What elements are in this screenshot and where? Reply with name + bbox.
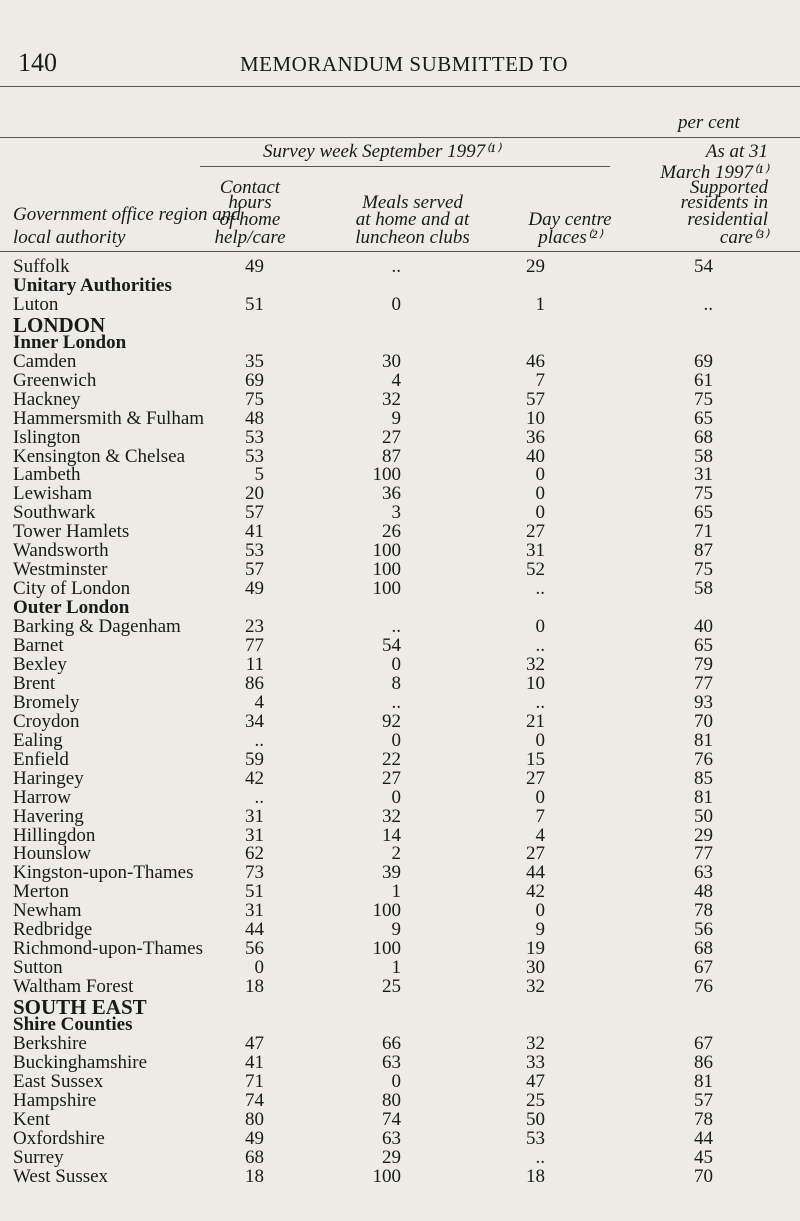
authority-name: Redbridge bbox=[13, 919, 93, 941]
day-centre-value: 18 bbox=[526, 1165, 545, 1187]
day-centre-value: 0 bbox=[535, 786, 545, 808]
survey-week-underline bbox=[200, 166, 610, 167]
contact-hours-value: 41 bbox=[245, 1051, 264, 1073]
contact-hours-value: 86 bbox=[245, 672, 264, 694]
meals-served-value: 25 bbox=[382, 976, 401, 998]
residential-care-value: 69 bbox=[694, 350, 713, 372]
authority-name: Hounslow bbox=[13, 843, 92, 865]
contact-hours-value: 56 bbox=[245, 938, 264, 960]
meals-served-value: 3 bbox=[391, 502, 401, 524]
meals-heading-3: luncheon clubs bbox=[355, 227, 470, 248]
day-centre-value: 47 bbox=[526, 1070, 545, 1092]
authority-name: City of London bbox=[13, 578, 131, 600]
authority-name: Southwark bbox=[13, 502, 96, 524]
residential-care-value: 48 bbox=[694, 881, 713, 903]
meals-served-value: .. bbox=[391, 256, 401, 277]
authority-name: West Sussex bbox=[13, 1165, 109, 1187]
meals-served-value: 0 bbox=[391, 1070, 401, 1092]
residential-care-value: 67 bbox=[694, 957, 713, 979]
contact-hours-value: 35 bbox=[245, 350, 264, 372]
day-centre-value: 32 bbox=[526, 1032, 545, 1054]
residential-care-value: 78 bbox=[694, 1108, 713, 1130]
day-centre-value: 10 bbox=[526, 407, 545, 429]
page-number: 140 bbox=[18, 48, 57, 77]
residential-care-value: 50 bbox=[694, 805, 713, 827]
residential-care-value: 65 bbox=[694, 502, 713, 524]
day-centre-value: 9 bbox=[535, 919, 545, 941]
authority-name: Lambeth bbox=[13, 464, 81, 486]
day-centre-value: 0 bbox=[535, 729, 545, 751]
survey-week-heading: Survey week September 1997⁽¹⁾ bbox=[263, 141, 501, 162]
contact-hours-value: 49 bbox=[245, 578, 264, 600]
day-centre-value: 19 bbox=[526, 938, 545, 960]
contact-hours-value: 77 bbox=[245, 635, 264, 656]
day-centre-value: 25 bbox=[526, 1089, 545, 1111]
day-centre-value: 52 bbox=[526, 559, 545, 581]
residential-care-value: 65 bbox=[694, 635, 713, 656]
authority-name: Barking & Dagenham bbox=[13, 616, 181, 638]
authority-name: Tower Hamlets bbox=[13, 521, 130, 543]
contact-hours-value: 41 bbox=[245, 521, 264, 543]
unit-label: per cent bbox=[678, 112, 740, 133]
authority-name: Kent bbox=[13, 1108, 50, 1130]
authority-name: Camden bbox=[13, 350, 77, 372]
section-heading: Inner London bbox=[13, 331, 127, 353]
meals-served-value: 0 bbox=[391, 653, 401, 675]
residential-care-value: 87 bbox=[694, 540, 713, 562]
residential-care-value: 45 bbox=[694, 1146, 713, 1168]
day-centre-value: .. bbox=[535, 635, 545, 656]
residential-care-value: 54 bbox=[694, 256, 713, 277]
contact-hours-value: 59 bbox=[245, 748, 264, 770]
day-centre-value: 40 bbox=[526, 445, 545, 467]
residential-care-value: 78 bbox=[694, 900, 713, 922]
day-centre-value: .. bbox=[535, 691, 545, 713]
authority-name: Sutton bbox=[13, 957, 63, 979]
label-heading-2: local authority bbox=[13, 227, 126, 248]
contact-hours-value: 20 bbox=[245, 483, 264, 505]
section-heading: LONDON bbox=[13, 312, 106, 337]
residential-care-value: 31 bbox=[694, 464, 713, 486]
contact-hours-value: 53 bbox=[245, 540, 264, 562]
daycentre-heading-2: places⁽²⁾ bbox=[538, 227, 602, 248]
table-row bbox=[0, 1166, 800, 1191]
authority-name: Brent bbox=[13, 672, 56, 694]
day-centre-value: 29 bbox=[526, 256, 545, 277]
residential-care-value: 68 bbox=[694, 938, 713, 960]
meals-served-value: 100 bbox=[372, 1165, 401, 1187]
authority-name: Luton bbox=[13, 293, 59, 315]
meals-served-value: 80 bbox=[382, 1089, 401, 1111]
meals-served-value: 4 bbox=[391, 369, 401, 391]
contact-hours-value: 68 bbox=[245, 1146, 264, 1168]
contact-hours-value: 80 bbox=[245, 1108, 264, 1130]
contact-hours-value: 69 bbox=[245, 369, 264, 391]
authority-name: Richmond-upon-Thames bbox=[13, 938, 203, 960]
contact-heading-2: hours bbox=[228, 192, 272, 213]
authority-name: Hampshire bbox=[13, 1089, 97, 1111]
residential-care-value: 40 bbox=[694, 616, 713, 638]
residential-care-value: 75 bbox=[694, 388, 713, 410]
authority-name: Hackney bbox=[13, 388, 81, 410]
day-centre-value: 4 bbox=[535, 824, 545, 846]
residential-care-value: 65 bbox=[694, 407, 713, 429]
meals-served-value: 32 bbox=[382, 805, 401, 827]
contact-hours-value: 34 bbox=[245, 710, 264, 732]
authority-name: Waltham Forest bbox=[13, 976, 134, 998]
residential-care-value: 93 bbox=[694, 691, 713, 713]
residential-care-value: 77 bbox=[694, 843, 713, 865]
day-centre-value: 21 bbox=[526, 710, 545, 732]
day-centre-value: 30 bbox=[526, 957, 545, 979]
contact-hours-value: 31 bbox=[245, 824, 264, 846]
day-centre-value: 31 bbox=[526, 540, 545, 562]
authority-name: Haringey bbox=[13, 767, 84, 789]
day-centre-value: 10 bbox=[526, 672, 545, 694]
meals-served-value: 100 bbox=[372, 938, 401, 960]
meals-served-value: 66 bbox=[382, 1032, 401, 1054]
contact-hours-value: 0 bbox=[254, 957, 264, 979]
meals-served-value: 100 bbox=[372, 578, 401, 600]
meals-served-value: 8 bbox=[391, 672, 401, 694]
residential-care-value: 70 bbox=[694, 710, 713, 732]
authority-name: Wandsworth bbox=[13, 540, 109, 562]
day-centre-value: 33 bbox=[526, 1051, 545, 1073]
meals-served-value: .. bbox=[391, 691, 401, 713]
residential-care-value: 79 bbox=[694, 653, 713, 675]
meals-served-value: 27 bbox=[382, 767, 401, 789]
day-centre-value: 36 bbox=[526, 426, 545, 448]
meals-served-value: 0 bbox=[391, 786, 401, 808]
day-centre-value: 15 bbox=[526, 748, 545, 770]
day-centre-value: 46 bbox=[526, 350, 545, 372]
residential-care-value: 63 bbox=[694, 862, 713, 884]
section-heading: Outer London bbox=[13, 597, 130, 619]
contact-hours-value: 31 bbox=[245, 805, 264, 827]
header-rule bbox=[0, 137, 800, 138]
residential-care-value: 81 bbox=[694, 1070, 713, 1092]
meals-served-value: 100 bbox=[372, 900, 401, 922]
day-centre-value: 27 bbox=[526, 521, 545, 543]
as-at-heading-1: As at 31 bbox=[705, 141, 768, 162]
meals-served-value: 100 bbox=[372, 540, 401, 562]
daycentre-heading-1: Day centre bbox=[528, 209, 612, 230]
contact-hours-value: 71 bbox=[245, 1070, 264, 1092]
meals-served-value: 87 bbox=[382, 445, 401, 467]
day-centre-value: .. bbox=[535, 1146, 545, 1168]
meals-served-value: 63 bbox=[382, 1127, 401, 1149]
authority-name: Havering bbox=[13, 805, 84, 827]
residential-care-value: 57 bbox=[694, 1089, 713, 1111]
authority-name: Berkshire bbox=[13, 1032, 87, 1054]
day-centre-value: 42 bbox=[526, 881, 545, 903]
day-centre-value: 0 bbox=[535, 616, 545, 638]
residential-care-value: 67 bbox=[694, 1032, 713, 1054]
authority-name: Hammersmith & Fulham bbox=[13, 407, 205, 429]
authority-name: Barnet bbox=[13, 635, 64, 656]
residential-care-value: 75 bbox=[694, 559, 713, 581]
meals-served-value: 26 bbox=[382, 521, 401, 543]
meals-served-value: 92 bbox=[382, 710, 401, 732]
authority-name: Buckinghamshire bbox=[13, 1051, 148, 1073]
day-centre-value: 0 bbox=[535, 464, 545, 486]
residential-care-value: 81 bbox=[694, 786, 713, 808]
meals-served-value: 1 bbox=[391, 957, 401, 979]
residential-care-value: 76 bbox=[694, 748, 713, 770]
day-centre-value: .. bbox=[535, 578, 545, 600]
contact-hours-value: 53 bbox=[245, 445, 264, 467]
as-at-heading-2: March 1997⁽¹⁾ bbox=[660, 162, 768, 183]
residential-heading-2: residents in bbox=[680, 192, 768, 213]
meals-served-value: 0 bbox=[391, 729, 401, 751]
contact-hours-value: 62 bbox=[245, 843, 264, 865]
day-centre-value: 7 bbox=[535, 369, 545, 391]
residential-care-value: 58 bbox=[694, 578, 713, 600]
contact-hours-value: 5 bbox=[254, 464, 264, 486]
contact-hours-value: 53 bbox=[245, 426, 264, 448]
day-centre-value: 32 bbox=[526, 976, 545, 998]
day-centre-value: 32 bbox=[526, 653, 545, 675]
contact-hours-value: 48 bbox=[245, 407, 264, 429]
residential-care-value: 70 bbox=[694, 1165, 713, 1187]
meals-served-value: 100 bbox=[372, 559, 401, 581]
meals-served-value: 2 bbox=[391, 843, 401, 865]
meals-served-value: 0 bbox=[391, 293, 401, 315]
residential-care-value: 61 bbox=[694, 369, 713, 391]
meals-heading-1: Meals served bbox=[362, 192, 463, 213]
contact-hours-value: 18 bbox=[245, 1165, 264, 1187]
residential-care-value: .. bbox=[703, 293, 713, 315]
authority-name: Enfield bbox=[13, 748, 69, 770]
day-centre-value: 7 bbox=[535, 805, 545, 827]
contact-hours-value: 49 bbox=[245, 1127, 264, 1149]
authority-name: Hillingdon bbox=[13, 824, 96, 846]
meals-served-value: 1 bbox=[391, 881, 401, 903]
contact-heading-3: of home bbox=[219, 209, 281, 230]
day-centre-value: 27 bbox=[526, 767, 545, 789]
contact-hours-value: 31 bbox=[245, 900, 264, 922]
top-rule bbox=[0, 86, 800, 87]
contact-hours-value: 44 bbox=[245, 919, 264, 941]
residential-care-value: 71 bbox=[694, 521, 713, 543]
contact-hours-value: 4 bbox=[254, 691, 264, 713]
authority-name: Bromely bbox=[13, 691, 80, 713]
authority-name: Newham bbox=[13, 900, 82, 922]
contact-hours-value: .. bbox=[254, 786, 264, 808]
contact-hours-value: 23 bbox=[245, 616, 264, 638]
meals-served-value: 30 bbox=[382, 350, 401, 372]
authority-name: Ealing bbox=[13, 729, 63, 751]
contact-hours-value: 51 bbox=[245, 293, 264, 315]
authority-name: Oxfordshire bbox=[13, 1127, 105, 1149]
authority-name: Surrey bbox=[13, 1146, 64, 1168]
contact-hours-value: 47 bbox=[245, 1032, 264, 1054]
section-heading: SOUTH EAST bbox=[13, 995, 147, 1020]
residential-care-value: 85 bbox=[694, 767, 713, 789]
meals-served-value: 9 bbox=[391, 919, 401, 941]
day-centre-value: 57 bbox=[526, 388, 545, 410]
residential-care-value: 81 bbox=[694, 729, 713, 751]
day-centre-value: 27 bbox=[526, 843, 545, 865]
authority-name: Westminster bbox=[13, 559, 108, 581]
contact-hours-value: 51 bbox=[245, 881, 264, 903]
residential-care-value: 56 bbox=[694, 919, 713, 941]
meals-served-value: 36 bbox=[382, 483, 401, 505]
contact-hours-value: 74 bbox=[245, 1089, 264, 1111]
contact-hours-value: 57 bbox=[245, 559, 264, 581]
meals-served-value: 22 bbox=[382, 748, 401, 770]
day-centre-value: 50 bbox=[526, 1108, 545, 1130]
meals-served-value: 63 bbox=[382, 1051, 401, 1073]
residential-care-value: 75 bbox=[694, 483, 713, 505]
residential-heading-3: residential bbox=[687, 209, 768, 230]
meals-served-value: 9 bbox=[391, 407, 401, 429]
authority-name: Kensington & Chelsea bbox=[13, 445, 186, 467]
meals-served-value: 54 bbox=[382, 635, 401, 656]
contact-heading-4: help/care bbox=[214, 227, 286, 248]
residential-care-value: 58 bbox=[694, 445, 713, 467]
meals-served-value: 39 bbox=[382, 862, 401, 884]
residential-heading-4: care⁽³⁾ bbox=[719, 227, 768, 248]
contact-hours-value: 42 bbox=[245, 767, 264, 789]
day-centre-value: 0 bbox=[535, 502, 545, 524]
day-centre-value: 0 bbox=[535, 900, 545, 922]
running-head: MEMORANDUM SUBMITTED TO bbox=[240, 52, 569, 76]
meals-served-value: 100 bbox=[372, 464, 401, 486]
contact-hours-value: 57 bbox=[245, 502, 264, 524]
section-heading: Shire Counties bbox=[13, 1014, 133, 1035]
authority-name: Lewisham bbox=[13, 483, 93, 505]
column-heading-rule bbox=[0, 251, 800, 252]
contact-hours-value: 11 bbox=[245, 653, 264, 675]
authority-name: Suffolk bbox=[13, 256, 70, 277]
authority-name: Kingston-upon-Thames bbox=[13, 862, 194, 884]
authority-name: Bexley bbox=[13, 653, 67, 675]
residential-care-value: 86 bbox=[694, 1051, 713, 1073]
day-centre-value: 1 bbox=[535, 293, 545, 315]
section-heading: Unitary Authorities bbox=[13, 274, 172, 296]
meals-served-value: 14 bbox=[382, 824, 401, 846]
authority-name: East Sussex bbox=[13, 1070, 104, 1092]
residential-care-value: 44 bbox=[694, 1127, 713, 1149]
day-centre-value: 0 bbox=[535, 483, 545, 505]
contact-hours-value: 75 bbox=[245, 388, 264, 410]
authority-name: Croydon bbox=[13, 710, 80, 732]
meals-served-value: 74 bbox=[382, 1108, 401, 1130]
contact-heading-1: Contact bbox=[219, 177, 281, 198]
authority-name: Merton bbox=[13, 881, 69, 903]
label-heading-1: Government office region and bbox=[13, 204, 241, 225]
residential-heading-1: Supported bbox=[689, 177, 768, 198]
authority-name: Greenwich bbox=[13, 369, 97, 391]
meals-served-value: .. bbox=[391, 616, 401, 638]
meals-served-value: 27 bbox=[382, 426, 401, 448]
day-centre-value: 44 bbox=[526, 862, 545, 884]
meals-served-value: 29 bbox=[382, 1146, 401, 1168]
contact-hours-value: .. bbox=[254, 729, 264, 751]
meals-served-value: 32 bbox=[382, 388, 401, 410]
day-centre-value: 53 bbox=[526, 1127, 545, 1149]
authority-name: Islington bbox=[13, 426, 81, 448]
residential-care-value: 29 bbox=[694, 824, 713, 846]
contact-hours-value: 18 bbox=[245, 976, 264, 998]
residential-care-value: 68 bbox=[694, 426, 713, 448]
residential-care-value: 76 bbox=[694, 976, 713, 998]
authority-name: Harrow bbox=[13, 786, 72, 808]
meals-heading-2: at home and at bbox=[355, 209, 470, 230]
contact-hours-value: 73 bbox=[245, 862, 264, 884]
contact-hours-value: 49 bbox=[245, 256, 264, 277]
residential-care-value: 77 bbox=[694, 672, 713, 694]
